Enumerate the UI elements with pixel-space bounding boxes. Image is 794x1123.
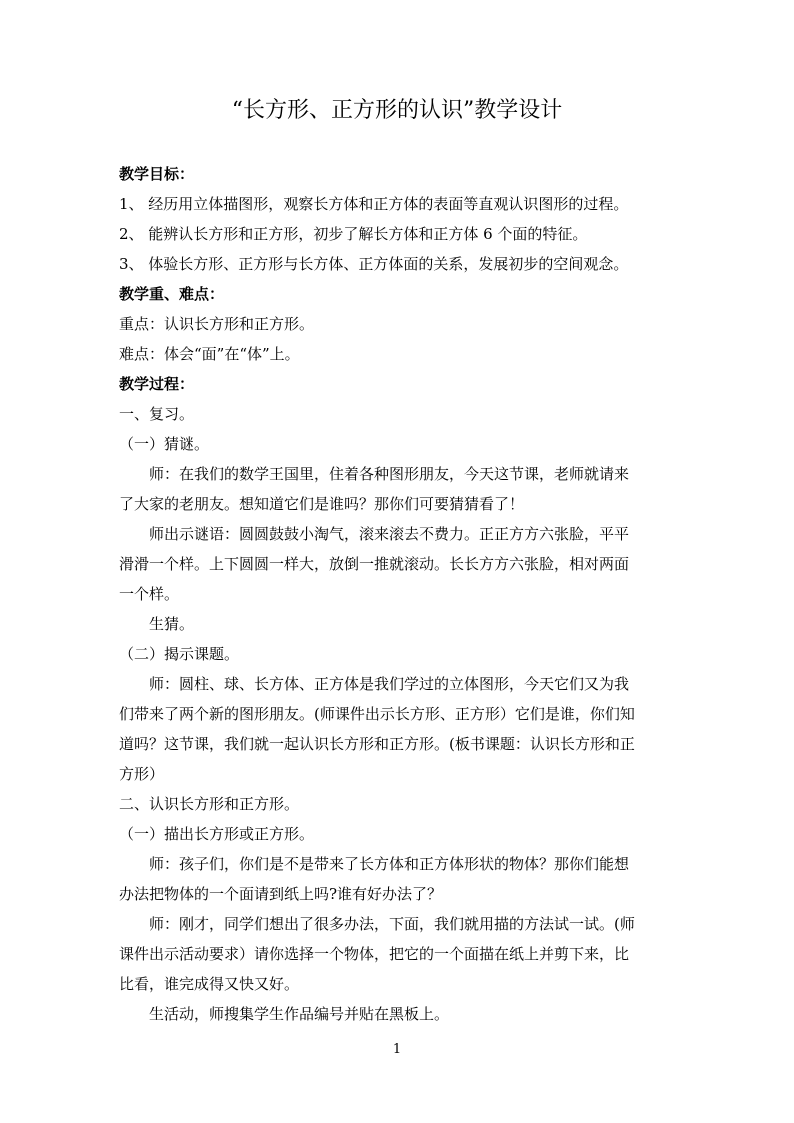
paragraph-line: 比看，谁完成得又快又好。 bbox=[119, 975, 300, 993]
paragraph-line: 师：孩子们，你们是不是带来了长方体和正方体形状的物体？那你们能想 bbox=[149, 855, 630, 873]
paragraph-line: 滑滑一个样。上下圆圆一样大，放倒一推就滚动。长长方方六张脸，相对两面 bbox=[119, 555, 630, 573]
paragraph-line: 办法把物体的一个面请到纸上吗?谁有好办法了？ bbox=[119, 885, 443, 903]
section-heading: 教学过程： bbox=[119, 375, 195, 393]
paragraph-line: 方形） bbox=[119, 765, 165, 783]
paragraph-line: 二、认识长方形和正方形。 bbox=[119, 795, 300, 813]
paragraph-line: 2、 能辨认长方形和正方形，初步了解长方体和正方体 6 个面的特征。 bbox=[119, 225, 588, 243]
paragraph-line: 师：在我们的数学王国里，住着各种图形朋友，今天这节课，老师就请来 bbox=[149, 465, 630, 483]
paragraph-line: 道吗？这节课，我们就一起认识长方形和正方形。(板书课题：认识长方形和正 bbox=[119, 735, 635, 753]
paragraph-line: 课件出示活动要求）请你选择一个物体，把它的一个面描在纸上并剪下来，比 bbox=[119, 945, 630, 963]
paragraph-line: 一个样。 bbox=[119, 585, 180, 603]
paragraph-line: 生猜。 bbox=[149, 615, 195, 633]
document-body bbox=[119, 159, 679, 1029]
paragraph-line: 了大家的老朋友。想知道它们是谁吗？那你们可要猜猜看了！ bbox=[119, 495, 525, 513]
paragraph-line: （二）揭示课题。 bbox=[119, 645, 240, 663]
paragraph-line: 一、复习。 bbox=[119, 405, 195, 423]
paragraph-line: 3、 体验长方形、正方形与长方体、正方体面的关系，发展初步的空间观念。 bbox=[119, 255, 629, 273]
document-title: “长方形、正方形的认识”教学设计 bbox=[231, 98, 563, 123]
paragraph-line: 师：圆柱、球、长方体、正方体是我们学过的立体图形，今天它们又为我 bbox=[149, 675, 630, 693]
paragraph-line: 师出示谜语：圆圆鼓鼓小淘气，滚来滚去不费力。正正方方六张脸，平平 bbox=[149, 525, 630, 543]
page-number: 1 bbox=[392, 1042, 402, 1057]
paragraph-line: 难点：体会“面”在“体”上。 bbox=[119, 345, 300, 363]
paragraph-line: （一）猜谜。 bbox=[119, 435, 210, 453]
section-heading: 教学目标： bbox=[119, 165, 195, 183]
paragraph-line: 生活动，师搜集学生作品编号并贴在黑板上。 bbox=[149, 1005, 450, 1023]
paragraph-line: 们带来了两个新的图形朋友。(师课件出示长方形、正方形）它们是谁，你们知 bbox=[119, 705, 635, 723]
paragraph-line: （一）描出长方形或正方形。 bbox=[119, 825, 315, 843]
paragraph-line: 师：刚才，同学们想出了很多办法，下面，我们就用描的方法试一试。(师 bbox=[149, 915, 635, 933]
section-heading: 教学重、难点： bbox=[119, 285, 225, 303]
paragraph-line: 1、 经历用立体描图形，观察长方体和正方体的表面等直观认识图形的过程。 bbox=[119, 195, 629, 213]
paragraph-line: 重点：认识长方形和正方形。 bbox=[119, 315, 315, 333]
